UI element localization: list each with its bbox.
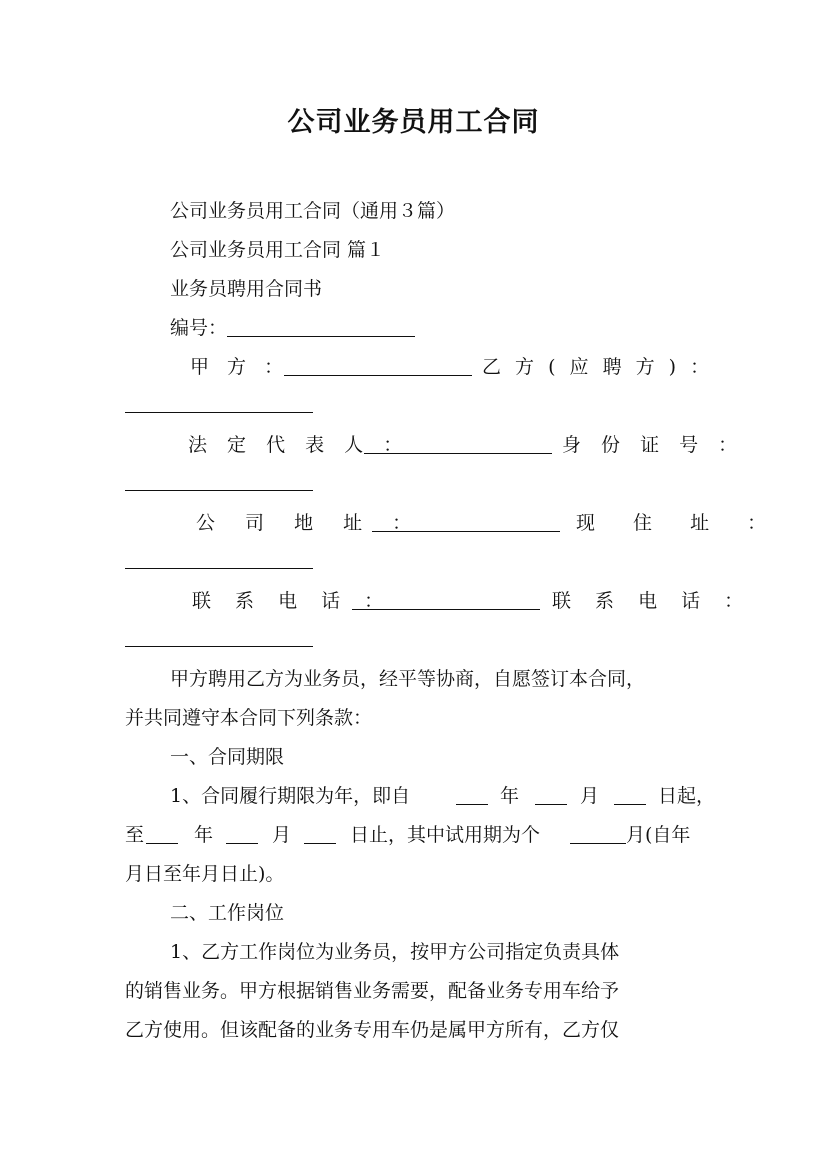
intro-line-2: 并共同遵守本合同下列条款： <box>125 707 373 729</box>
clause2-line-3: 乙方使用。但该配备的业务专用车仍是属甲方所有，乙方仅 <box>125 1019 620 1041</box>
phone-a-label: 联 系 电 话 ： <box>192 590 393 612</box>
company-address-blank[interactable] <box>372 531 560 532</box>
company-address-label: 公 司 地 址 ： <box>196 512 424 534</box>
number-label: 编号： <box>170 317 228 339</box>
clause1-2-to: 至 <box>125 824 145 846</box>
current-address-label: 现 住 址 ： <box>576 512 783 534</box>
start-month-blank[interactable] <box>535 804 567 805</box>
id-label: 身 份 证 号 ： <box>562 434 745 456</box>
clause1-1-month: 月 <box>580 785 600 807</box>
clause2-line-2: 的销售业务。甲方根据销售业务需要，配备业务专用车给予 <box>125 980 620 1002</box>
clause1-2-year: 年 <box>194 824 214 846</box>
clause1-2-tail: 月(自年 <box>626 824 691 846</box>
subtitle: 公司业务员用工合同（通用３篇） <box>170 200 456 222</box>
legal-rep-label: 法 定 代 表 人 ： <box>188 434 410 456</box>
phone-b-label: 联 系 电 话 ： <box>552 590 753 612</box>
section2-heading: 二、工作岗位 <box>170 902 285 924</box>
probation-blank[interactable] <box>570 843 626 844</box>
end-year-blank[interactable] <box>146 843 178 844</box>
section1-heading: 一、合同期限 <box>170 746 285 768</box>
clause2-line-1: 1、乙方工作岗位为业务员，按甲方公司指定负责具体 <box>170 941 620 963</box>
end-month-blank[interactable] <box>226 843 258 844</box>
phone-b-blank[interactable] <box>125 646 313 647</box>
document-title: 公司业务员用工合同 <box>287 107 540 138</box>
party-b-label: 乙 方 ( 应 聘 方 ) ： <box>482 356 714 378</box>
clause1-2-day: 日止，其中试用期为个 <box>350 824 541 846</box>
id-blank[interactable] <box>125 490 313 491</box>
legal-rep-blank[interactable] <box>364 453 552 454</box>
party-b-blank[interactable] <box>125 412 313 413</box>
party-a-label: 甲 方 ： <box>190 356 290 378</box>
end-day-blank[interactable] <box>304 843 336 844</box>
clause1-2-month: 月 <box>272 824 292 846</box>
contract-name: 业务员聘用合同书 <box>170 278 323 300</box>
clause1-1-text: 1、合同履行期限为年，即自 <box>170 785 411 807</box>
clause1-3: 月日至年月日止)。 <box>125 863 285 885</box>
intro-line-1: 甲方聘用乙方为业务员，经平等协商，自愿签订本合同， <box>170 668 646 690</box>
start-day-blank[interactable] <box>614 804 646 805</box>
start-year-blank[interactable] <box>456 804 488 805</box>
phone-a-blank[interactable] <box>352 609 540 610</box>
clause1-1-day: 日起， <box>658 785 716 807</box>
number-blank[interactable] <box>227 316 415 337</box>
current-address-blank[interactable] <box>125 568 313 569</box>
clause1-1-year: 年 <box>500 785 520 807</box>
number-row <box>170 315 415 341</box>
party-a-blank[interactable] <box>284 375 472 376</box>
part-heading: 公司业务员用工合同 篇１ <box>170 239 386 261</box>
